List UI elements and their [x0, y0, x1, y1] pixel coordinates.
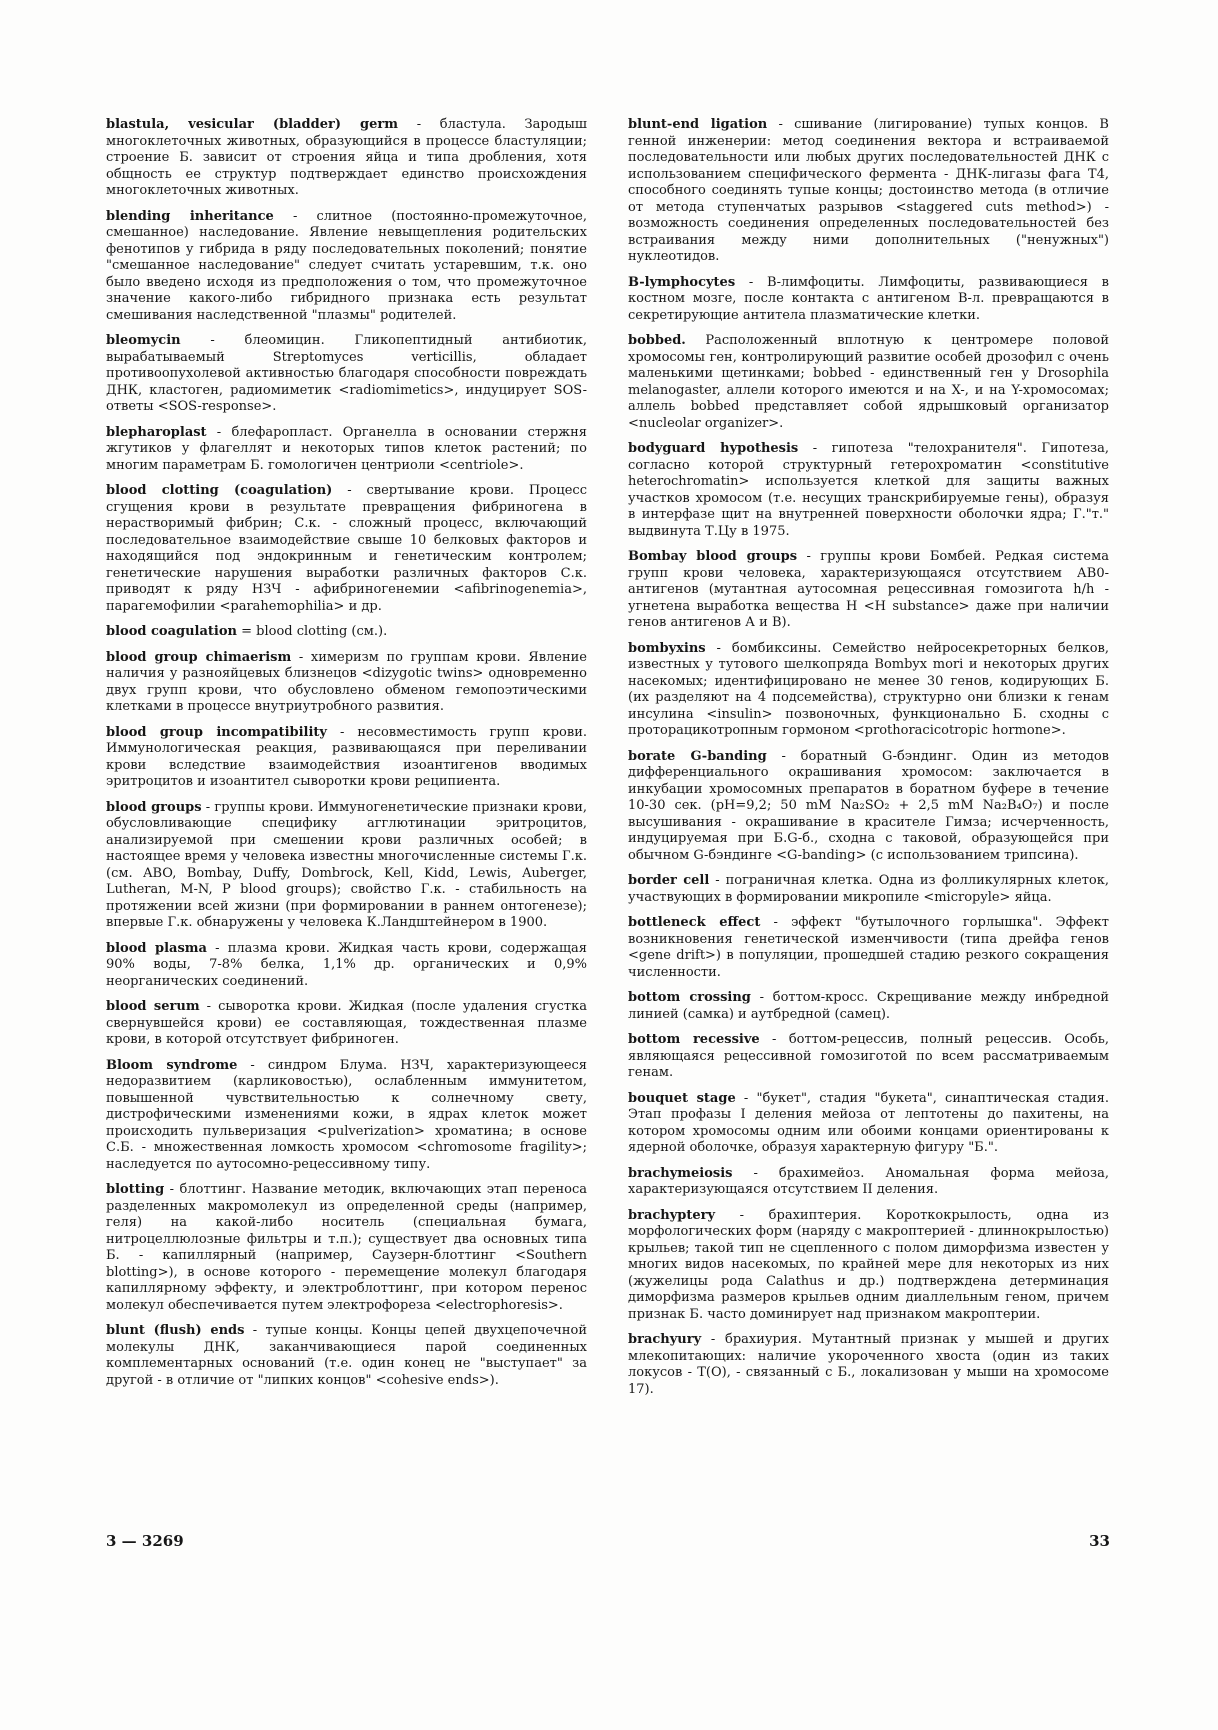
- entry-separator: -: [732, 1165, 779, 1181]
- entry-paragraph: [628, 1032, 1109, 1082]
- page-number: 33: [1089, 1532, 1110, 1550]
- entry-separator: -: [206, 424, 232, 440]
- entry-definition: бластула. Зародыш многоклеточных животных, образующийся в процессе бластуляции; строение Б. зависит от строения яйца и типа дробления, хотя общность ее структур подтверждает единство происхождения многоклеточных животных.: [106, 117, 587, 198]
- entry-term: blastula, vesicular (bladder) germ: [106, 117, 399, 132]
- dictionary-entry: [628, 275, 1109, 325]
- entry-separator: -: [201, 799, 215, 815]
- entry-definition: В-лимфоциты. Лимфоциты, развивающиеся в костном мозге, после контакта с антигеном В-л. превращаются в секретирующие антитела плазматические клетки.: [628, 274, 1109, 323]
- dictionary-entry: [106, 800, 587, 932]
- right-column: [628, 117, 1109, 1407]
- entry-paragraph: [628, 749, 1109, 865]
- dictionary-entry: [106, 117, 587, 200]
- entry-term: blunt-end ligation: [628, 117, 768, 132]
- dictionary-entry: [628, 1032, 1109, 1082]
- entry-term: bobbed.: [628, 333, 686, 348]
- entry-separator: -: [735, 1090, 757, 1106]
- entry-separator: -: [709, 873, 726, 888]
- entry-definition: боратный G-бэндинг. Один из методов дифференциального окрашивания хромосом: заключается в инкубации хромосомных препаратов в боратном буфере в течение 10-30 сек. (pH=9,2; 50 mM Na₂SO₂ + 2,5 mM Na₂B₄O₇) и после высушивания - окрашивание в красителе Гимза; исчерченность, индуцируемая при Б.G-б., сходна с таковой, образующейся при обычном G-бэндинге <G-banding> (с использованием трипсина).: [628, 748, 1109, 863]
- entry-term: brachymeiosis: [628, 1165, 733, 1181]
- entry-separator: -: [398, 117, 440, 132]
- entry-definition: несовместимость групп крови. Иммунологическая реакция, развивающаяся при переливании крови вследствие взаимодействия изоантигенов вводимых эритроцитов и изоантител сыворотки крови реципиента.: [106, 724, 587, 789]
- entry-separator: -: [798, 441, 832, 456]
- entry-term: brachyptery: [628, 1207, 716, 1223]
- entry-paragraph: [106, 209, 587, 325]
- entry-definition: плазма крови. Жидкая часть крови, содержащая 90% воды, 7-8% белка, 1,1% др. органических и 0,9% неорганических соединений.: [106, 940, 588, 989]
- left-column: [106, 117, 587, 1398]
- entry-paragraph: [106, 941, 587, 991]
- entry-definition: свертывание крови. Процесс сгущения крови в результате превращения фибриногена в нерастворимый фибрин; С.к. - сложный процесс, включающий последовательное взаимодействие свыше 10 белковых факторов и находящийся под эндокринным и генетическим контролем; генетические нарушения выработки различных факторов С.к. приводят к ряду НЗЧ - афибриногенемии <afibrinogenemia>, парагемофилии <parahemophilia> и др.: [106, 483, 587, 614]
- entry-paragraph: [106, 483, 587, 615]
- entry-paragraph: [628, 1332, 1109, 1398]
- entry-paragraph: [628, 641, 1109, 740]
- dictionary-entry: [628, 441, 1109, 540]
- entry-separator: -: [327, 724, 358, 740]
- entry-paragraph: [628, 915, 1109, 981]
- entry-separator: -: [767, 117, 795, 132]
- entry-definition: синдром Блума. НЗЧ, характеризующееся недоразвитием (карликовостью), ослабленным иммунитетом, повышенной чувствительностью к солнечному свету, дистрофическими изменениями кожи, в ядрах клеток может происходить пульверизация <pulverization> хроматина; в основе С.Б. - множественная ломкость хромосом <chromosome fragility>; наследуется по аутосомно-рецессивному типу.: [106, 1057, 587, 1172]
- entry-paragraph: [628, 873, 1109, 906]
- dictionary-entry: [106, 333, 587, 416]
- entry-paragraph: [106, 650, 587, 716]
- entry-paragraph: [106, 425, 587, 475]
- entry-definition: блоттинг. Название методик, включающих этап переноса разделенных макромолекул из определенной среды (например, геля) на какой-либо носитель (специальная бумага, нитроцеллюлозные фильтры и т.п.); существует два основных типа Б. - капиллярный (например, Саузерн-блоттинг <Southern blotting>), в основе которого - перемещение молекул благодаря капиллярному эффекту, и электроблоттинг, при котором перенос молекул обеспечивается путем электрофореза <electrophoresis>.: [106, 1182, 587, 1313]
- entry-term: blood plasma: [106, 940, 207, 956]
- entry-paragraph: [106, 725, 587, 791]
- entry-term: bodyguard hypothesis: [628, 441, 799, 456]
- entry-definition: сыворотка крови. Жидкая (после удаления сгустка свернувшейся крови) ее составляющая, тождественная плазме крови, в которой отсутствует фибриноген.: [106, 999, 587, 1047]
- entry-separator: -: [237, 1057, 268, 1073]
- entry-term: bouquet stage: [628, 1090, 736, 1106]
- entry-definition: группы крови Бомбей. Редкая система групп крови человека, характеризующаяся отсутствием АВ0-антигенов (мутантная аутосомная рецессивная гомозигота h/h - угнетена выработка вещества H <H substance> даже при наличии генов антигенов А и В).: [628, 549, 1109, 630]
- entry-term: Bloom syndrome: [106, 1057, 238, 1073]
- entry-paragraph: [106, 624, 587, 641]
- entry-term: bottom recessive: [628, 1032, 760, 1047]
- dictionary-entry: [628, 915, 1109, 981]
- entry-term: blood group incompatibility: [106, 724, 327, 740]
- entry-definition: блеомицин. Гликопептидный антибиотик, вырабатываемый Streptomyces verticillis, обладает противоопухолевой активностью благодаря способности повреждать ДНК, кластоген, радиомиметик <radiomimetics>, индуцирует SOS-ответы <SOS-response>.: [106, 333, 587, 414]
- entry-separator: -: [759, 1032, 789, 1047]
- dictionary-entry: [628, 1332, 1109, 1398]
- entry-term: Bombay blood groups: [628, 549, 798, 564]
- entry-term: bombyxins: [628, 640, 706, 656]
- dictionary-entry: [628, 1208, 1109, 1324]
- entry-term: bottom crossing: [628, 990, 751, 1005]
- entry-definition: Расположенный вплотную к центромере половой хромосомы ген, контролирующий развитие особей дрозофил с очень маленькими щетинками; bobbed - единственный ген у Drosophila melanogaster, аллели которого имеются и на X-, и на Y-хромосомах; аллель bobbed представляет собой ядрышковый организатор <nucleolar organizer>.: [628, 333, 1109, 431]
- entry-paragraph: [106, 333, 587, 416]
- entry-separator: -: [332, 483, 367, 498]
- entry-definition: бомбиксины. Семейство нейросекреторных белков, известных у тутового шелкопряда Bombyx mori и некоторых других насекомых; идентифицировано не менее 30 генов, кодирующих Б. (их разделяют на 4 подсемейства), структурно они близки к генам инсулина <insulin> позвоночных, функционально Б. сходны с проторацикотропным гормоном <prothoracicotropic hormone>.: [628, 640, 1109, 738]
- entry-term: blending inheritance: [106, 208, 274, 224]
- entry-paragraph: [106, 117, 587, 200]
- entry-paragraph: [628, 117, 1109, 266]
- entry-separator: -: [273, 208, 317, 224]
- entry-paragraph: [106, 1058, 587, 1174]
- entry-term: bleomycin: [106, 333, 181, 348]
- dictionary-entry: [628, 1166, 1109, 1199]
- entry-separator: -: [766, 748, 801, 764]
- dictionary-entry: [628, 1091, 1109, 1157]
- entry-term: blood groups: [106, 799, 202, 815]
- entry-separator: -: [244, 1323, 266, 1338]
- entry-term: blunt (flush) ends: [106, 1323, 245, 1338]
- entry-definition: "букет", стадия "букета", синаптическая стадия. Этап профазы I деления мейоза от лептотены до пахитены, на котором хромосомы одним или обоими концами ориентированы к ядерной оболочке, образуя характерную фигуру "Б.".: [628, 1090, 1109, 1155]
- dictionary-entry: [628, 641, 1109, 740]
- entry-separator: =: [236, 624, 257, 639]
- entry-definition: брахиптерия. Короткокрылость, одна из морфологических форм (наряду с макроптерией - длиннокрылостью) крыльев; такой тип не сцепленного с полом диморфизма известен у многих видов насекомых, по крайней мере для некоторых из них (жужелицы рода Calathus и др.) подтверждена детерминация диморфизма размеров крыльев одним диаллельным геном, причем признак Б. часто доминирует над признаком макроптерии.: [628, 1207, 1109, 1322]
- entry-paragraph: [628, 333, 1109, 432]
- entry-separator: -: [760, 915, 792, 930]
- entry-paragraph: [628, 549, 1109, 632]
- entry-paragraph: [628, 441, 1109, 540]
- entry-term: blepharoplast: [106, 424, 207, 440]
- dictionary-entry: [106, 1182, 587, 1314]
- entry-definition: группы крови. Иммуногенетические признаки крови, обусловливающие специфику агглютинации эритроцитов, анализируемой при смешении крови различных особей; в настоящее время у человека известны многочисленные системы Г.к. (см. ABO, Bombay, Duffy, Dombrock, Kell, Kidd, Lewis, Auberger, Lutheran, M-N, P blood groups); свойство Г.к. - стабильность на протяжении всей жизни (при формировании в раннем онтогенезе); впервые Г.к. обнаружены у человека К.Ландштейнером в 1900.: [106, 799, 587, 930]
- entry-separator: -: [206, 940, 228, 956]
- entry-definition: blood clotting (см.).: [256, 624, 388, 639]
- dictionary-entry: [106, 1323, 587, 1389]
- dictionary-entry: [106, 483, 587, 615]
- entry-term: borate G-banding: [628, 748, 767, 764]
- dictionary-entry: [628, 117, 1109, 266]
- entry-paragraph: [106, 800, 587, 932]
- dictionary-entry: [106, 1058, 587, 1174]
- entry-term: blotting: [106, 1182, 165, 1197]
- entry-definition: эффект "бутылочного горлышка". Эффект возникновения генетической изменчивости (типа дрейфа генов <gene drift>) в популяции, прошедшей стадию резкого сокращения численности.: [628, 915, 1109, 980]
- dictionary-entry: [628, 873, 1109, 906]
- entry-paragraph: [628, 275, 1109, 325]
- entry-paragraph: [628, 990, 1109, 1023]
- entry-definition: брахимейоз. Аномальная форма мейоза, характеризующаяся отсутствием II деления.: [628, 1165, 1109, 1197]
- entry-separator: -: [199, 999, 219, 1014]
- entry-separator: -: [735, 274, 768, 290]
- dictionary-entry: [106, 725, 587, 791]
- entry-term: blood serum: [106, 999, 200, 1014]
- entry-paragraph: [106, 999, 587, 1049]
- entry-term: bottleneck effect: [628, 915, 761, 930]
- entry-separator: -: [715, 1207, 769, 1223]
- entry-definition: слитное (постоянно-промежуточное, смешанное) наследование. Явление невыщепления родительских фенотипов у гибрида в ряду последовательных поколений; понятие "смешанное наследование" следует считать устаревшим, т.к. оно было введено исходя из предположения о том, что промежуточное значение какого-либо гибридного признака есть результат смешивания наследственной "плазмы" родителей.: [106, 208, 587, 323]
- dictionary-entry: [628, 549, 1109, 632]
- entry-paragraph: [628, 1208, 1109, 1324]
- entry-term: blood group chimaerism: [106, 649, 292, 665]
- entry-separator: -: [705, 640, 732, 656]
- entry-term: blood coagulation: [106, 624, 237, 639]
- entry-paragraph: [628, 1166, 1109, 1199]
- entry-separator: -: [797, 549, 821, 564]
- entry-definition: боттом-рецессив, полный рецессив. Особь, являющаяся рецессивной гомозиготой по всем рассматриваемым генам.: [628, 1032, 1109, 1080]
- entry-paragraph: [106, 1182, 587, 1314]
- entry-paragraph: [106, 1323, 587, 1389]
- entry-term: blood clotting (coagulation): [106, 483, 333, 498]
- dictionary-entry: [628, 749, 1109, 865]
- entry-separator: -: [291, 649, 311, 665]
- dictionary-entry: [106, 624, 587, 641]
- dictionary-entry: [106, 999, 587, 1049]
- dictionary-entry: [106, 209, 587, 325]
- dictionary-entry: [106, 941, 587, 991]
- entry-definition: блефаропласт. Органелла в основании стержня жгутиков у флагеллят и некоторых типов клеток растений; по многим параметрам Б. гомологичен центриоли <centriole>.: [106, 424, 587, 473]
- entry-separator: -: [164, 1182, 180, 1197]
- entry-definition: тупые концы. Концы цепей двухцепочечной молекулы ДНК, заканчивающиеся парой соединенных комплементарных оснований (т.е. один конец не "выступает" за другой - в отличие от "липких концов" <cohesive ends>).: [106, 1323, 587, 1388]
- entry-paragraph: [628, 1091, 1109, 1157]
- entry-definition: пограничная клетка. Одна из фолликулярных клеток, участвующих в формировании микропиле <micropyle> яйца.: [628, 873, 1109, 905]
- entry-definition: боттом-кросс. Скрещивание между инбредной линией (самка) и аутбредной (самец).: [628, 990, 1109, 1022]
- entry-definition: сшивание (лигирование) тупых концов. В генной инженерии: метод соединения вектора и встраиваемой последовательности или любых других последовательностей ДНК с использованием специфического фермента - ДНК-лигазы фага T4, способного соединять тупые концы; достоинство метода (в отличие от метода ступенчатых разрывов <staggered cuts method>) - возможность соединения определенных последовательностей без встраивания между ними дополнительных ("ненужных") нуклеотидов.: [628, 117, 1109, 264]
- entry-term: border cell: [628, 873, 710, 888]
- entry-term: B-lymphocytes: [628, 274, 736, 290]
- entry-definition: гипотеза "телохранителя". Гипотеза, согласно которой структурный гетерохроматин <constitutive heterochromatin> используется клеткой для защиты важных участков хромосом (т.е. несущих транскрибируемые гены), образуя в интерфазе щит на внутренней поверхности оболочки ядра; Г."т." выдвинута Т.Цу в 1975.: [628, 441, 1109, 539]
- entry-term: brachyury: [628, 1332, 702, 1347]
- dictionary-entry: [628, 333, 1109, 432]
- dictionary-entry: [628, 990, 1109, 1023]
- printer-signature: 3 — 3269: [106, 1532, 184, 1550]
- entry-separator: -: [701, 1332, 726, 1347]
- entry-definition: брахиурия. Мутантный признак у мышей и других млекопитающих: наличие укороченного хвоста (один из таких локусов - T(O), - связанный с Б., локализован у мыши на хромосоме 17).: [628, 1332, 1109, 1397]
- entry-definition: химеризм по группам крови. Явление наличия у разнояйцевых близнецов <dizygotic twins> одновременно двух групп крови, что обусловлено обменом гемопоэтическими клетками в процессе внутриутробного развития.: [106, 649, 587, 714]
- dictionary-entry: [106, 425, 587, 475]
- entry-separator: -: [750, 990, 773, 1005]
- entry-separator: [686, 333, 706, 348]
- entry-separator: -: [180, 333, 245, 348]
- dictionary-entry: [106, 650, 587, 716]
